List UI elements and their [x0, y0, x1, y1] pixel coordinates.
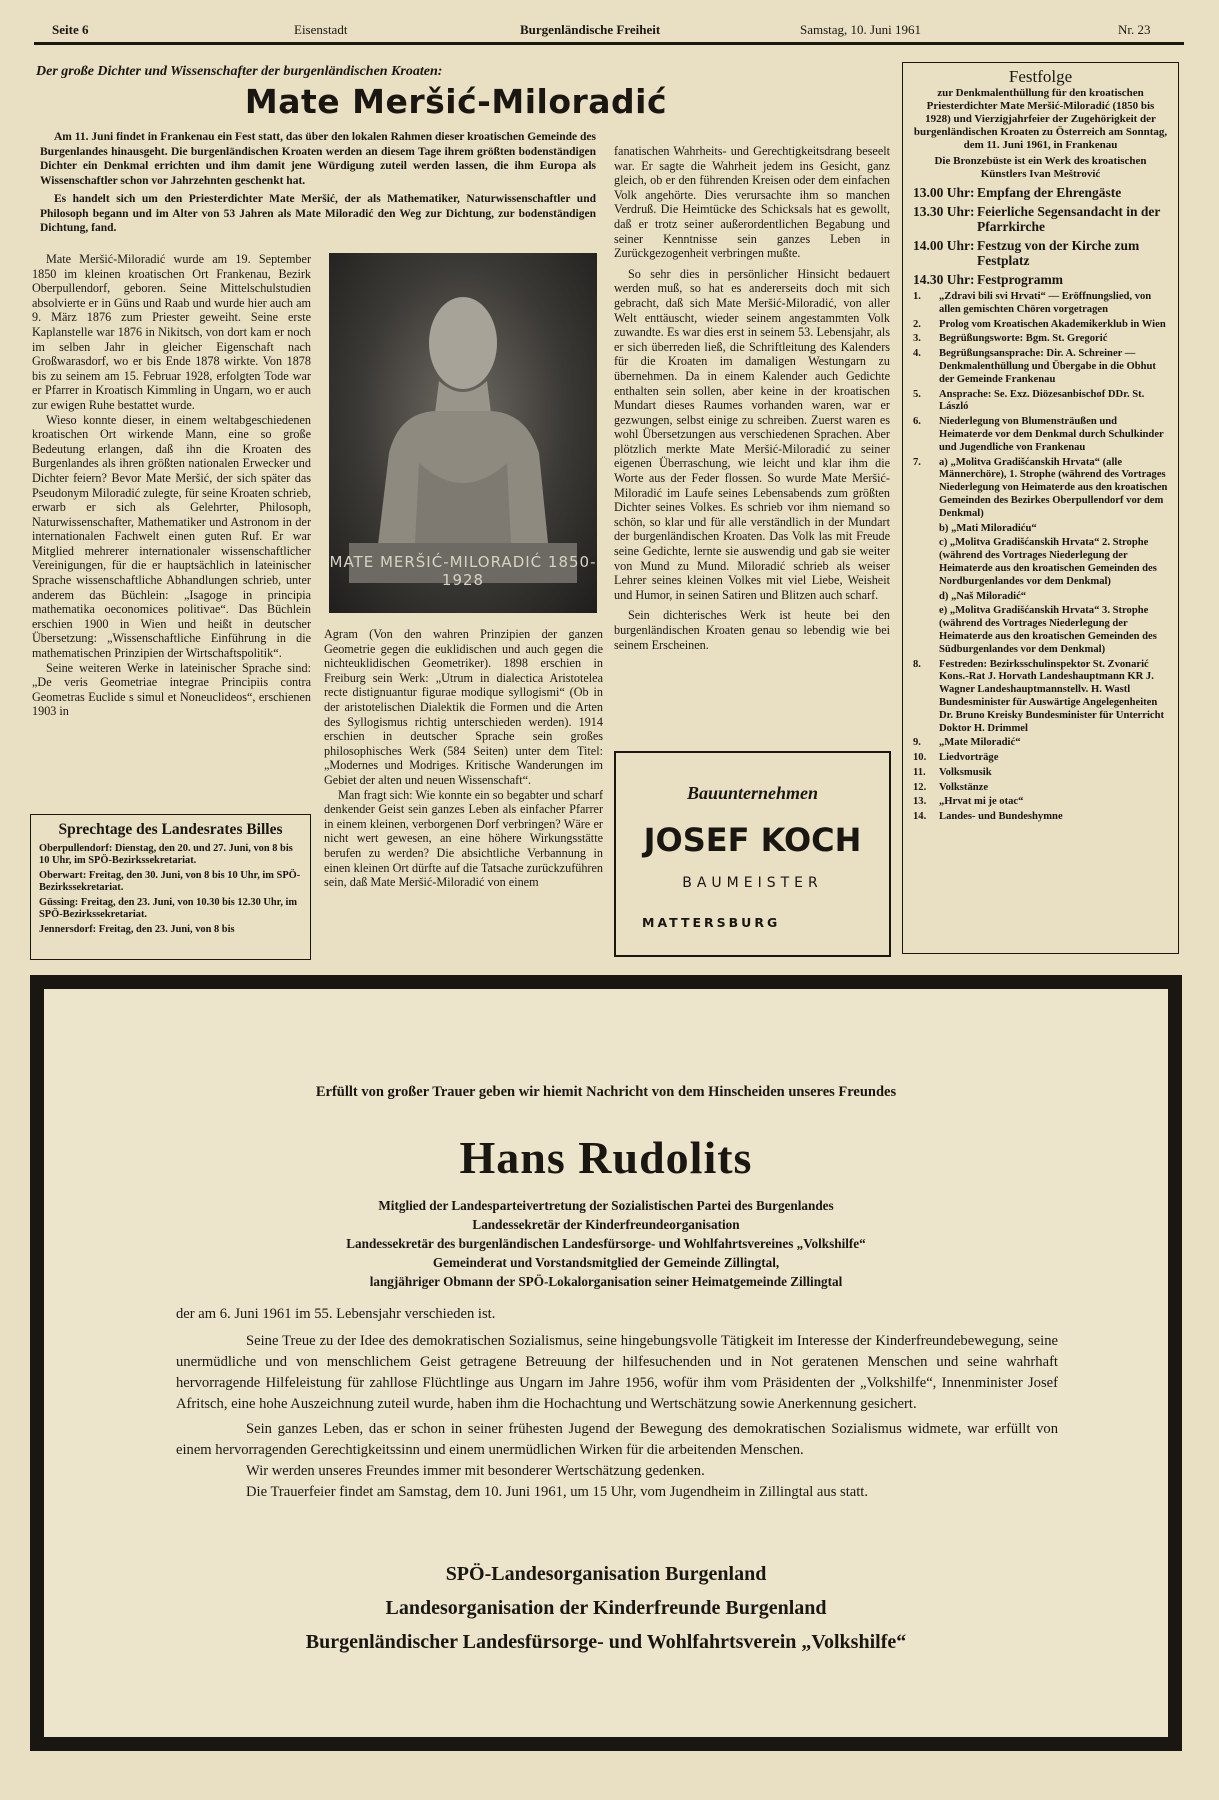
program-text: „Mate Miloradić“: [939, 737, 1021, 749]
obituary-body: [176, 1304, 1058, 1503]
program-text: a) „Molitva Gradišćanskih Hrvata“ (alle Männerchöre), 1. Strophe (während des Vortrages Niederlegung von Heimaterde aus den kroatischen Gemeinden des Bezirkes Oberpullendorf vor dem Denkmal): [939, 456, 1168, 519]
obituary-notice: [30, 975, 1182, 1751]
schedule-row: [913, 204, 1168, 235]
col2-paragraph: Man fragt sich: Wie konnte ein so begabter und scharf denkender Geist sein ganzes Leben als einfacher Pfarrer in einem kleinen, verborgenen Dorf verbringen? Wäre er nicht wert gewesen, an eine höhere Wirkungsstätte berufen zu werden? Die absichtliche Verbannung in einen kleinen Ort dürfte auf die Tatsache zurückzuführen sein, daß Mate Meršić-Miloradić von einem: [324, 787, 603, 890]
role-line: Landessekretär der Kinderfreundeorganisation: [472, 1217, 740, 1232]
role-line: Gemeinderat und Vorstandsmitglied der Gemeinde Zillingtal,: [432, 1255, 780, 1270]
header-rule: [34, 42, 1184, 45]
program-number: [913, 523, 939, 536]
schedule-desc: Festprogramm: [977, 271, 1063, 287]
signatory: Landesorganisation der Kinderfreunde Burgenland: [385, 1597, 827, 1619]
program-item: [913, 457, 1168, 521]
col2-paragraph: Agram (Von den wahren Prinzipien der ganzen Geometrie gegen die euklidischen und auch gegen die nichteuklidischen Geometriker). 1898 erschien in Freiburg sein Werk: „Utrum in dialectica Aristotelea recte distignuantur figurae modique syllogismi“ (Ob in der aristotelischen Dialektik die Formen und die Arten des Syllogismus richtig unterschieden werden). 1914 erschien in deutscher Sprache sein großes philosophisches Werk (584 Seiten) unter dem Titel: „Modernes und Modriges. Kritische Wanderungen im Gebiet der alten und neuen Wissenschaft“.: [324, 627, 603, 787]
obituary-paragraph: Wir werden unseres Freundes immer mit besonderer Wertschätzung gedenken.: [246, 1463, 705, 1479]
program-item: [913, 537, 1168, 588]
obituary-roles: [44, 1196, 1168, 1291]
program-text: Prolog vom Kroatischen Akademikerklub in Wien: [939, 318, 1166, 330]
program-text: c) „Molitva Gradišćanskih Hrvata“ 2. Strophe (während des Vortrages Niederlegung der Heimaterde aus den kroatischen Gemeinden des Nordburgenlandes vor dem Denkmal): [939, 537, 1157, 587]
program-text: Ansprache: Se. Exz. Diözesanbischof DDr. St. László: [939, 388, 1145, 413]
issue-date: Samstag, 10. Juni 1961: [800, 22, 921, 37]
schedule-time: 13.30 Uhr:: [913, 203, 975, 219]
program-text: Landes- und Bundeshymne: [939, 811, 1063, 823]
bust-inscription: MATE MERŠIĆ-MILORADIĆ 1850-1928: [329, 553, 597, 589]
col3-paragraph: Sein dichterisches Werk ist heute bei den burgenländischen Kroaten genau so lebendig wie bei seinem Erscheinen.: [614, 608, 890, 652]
festfolge-note: Die Bronzebüste ist ein Werk des kroatischen Künstlers Ivan Meštrović: [934, 155, 1147, 180]
program-number: 8.: [913, 658, 921, 670]
program-text: e) „Molitva Gradišćanskih Hrvata“ 3. Strophe (während des Vortrages Niederlegung der Heimaterde aus den kroatischen Gemeinden des Südburgenlandes vor dem Denkmal): [939, 605, 1157, 655]
obituary-signatories: [44, 1557, 1168, 1659]
death-statement: der am 6. Juni 1961 im 55. Lebensjahr verschieden ist.: [176, 1306, 496, 1322]
festprogramm-list: [913, 291, 1168, 824]
advertisement-box: [614, 751, 891, 957]
schedule-desc: Empfang der Ehrengäste: [977, 185, 1122, 200]
program-item: [913, 416, 1168, 454]
signatory: Burgenländischer Landesfürsorge- und Wohlfahrtsverein „Volkshilfe“: [305, 1631, 907, 1653]
program-item: [913, 659, 1168, 736]
festfolge-box: [902, 62, 1179, 954]
obituary-paragraph: Seine Treue zu der Idee des demokratischen Sozialismus, seine hingebungsvolle Tätigkeit im Interesse der Kinderfreundebewegung, seine unermüdliche und von menschlichem Geist getragene Betreuung der hilfesuchenden und in Not geratenen Menschen und seine wahrhaft hervorragende Hilfeleistung für zahllose Flüchtlinge aus Ungarn im Jahre 1956, wofür ihm vom Präsidenten der „Volkshilfe“, Innenminister Josef Afritsch, eine hohe Auszeichnung zuteil wurde, haben ihm die Hochachtung und Wertschätzung sowie Anerkennung gesichert.: [176, 1333, 1058, 1412]
program-text: Begrüßungsworte: Bgm. St. Gregorić: [939, 333, 1108, 345]
program-item: [913, 782, 1168, 795]
col3-paragraph: fanatischen Wahrheits- und Gerechtigkeitsdrang beseelt war. Er sagte die Wahrheit jedem ins Gesicht, ganz gleich, ob er den führenden Kreisen oder dem einfachen Volk angehörte. Dies verursachte ihm so manchen Verdruß. Die Heimtücke des Schicksals hat es gewollt, daß er trotz seiner außerordentlichen Begabung und seiner Kenntnisse sein ganzes Leben in Zurückgezogenheit verbringen mußte.: [614, 144, 890, 261]
program-text: „Zdravi bili svi Hrvati“ — Eröffnungslied, von allen gemischten Chören vorgetragen: [939, 291, 1152, 315]
program-number: [913, 591, 939, 604]
program-item: [913, 291, 1168, 317]
ad-company-name: JOSEF KOCH: [643, 821, 862, 859]
schedule-time: 13.00 Uhr:: [913, 185, 975, 200]
program-number: [913, 605, 939, 656]
program-number: 11.: [913, 766, 926, 778]
obituary-intro: Erfüllt von großer Trauer geben wir hiemit Nachricht von dem Hinscheiden unseres Freundes: [315, 1084, 897, 1100]
signatory: SPÖ-Landesorganisation Burgenland: [445, 1563, 767, 1585]
program-item: [913, 389, 1168, 415]
role-line: Mitglied der Landesparteivertretung der Sozialistischen Partei des Burgenlandes: [378, 1198, 834, 1213]
ad-script-line: Bauunternehmen: [686, 783, 819, 803]
lead-paragraph-2: Es handelt sich um den Priesterdichter Mate Meršić, der als Mathematiker, Naturwissenschaftler und Philosoph begann und im Alter von 53 Jahren als Mate Miloradić den Weg zur Dichtung, zur bodenständigen Dichtung, fand.: [40, 193, 596, 234]
program-item: [913, 605, 1168, 656]
place: Eisenstadt: [294, 22, 348, 37]
program-number: 6.: [913, 416, 921, 428]
program-text: d) „Naš Miloradić“: [939, 590, 1027, 602]
deceased-name: Hans Rudolits: [459, 1132, 753, 1183]
article-headline: Mate Meršić-Miloradić: [244, 82, 668, 121]
obituary-paragraph: Sein ganzes Leben, das er schon in seiner frühesten Jugend der Bewegung des demokratischen Sozialismus widmete, war erfüllt von einem hervorragenden Gerechtigkeitssinn und einem unermüdlichen Wirken für die arbeitenden Menschen.: [176, 1421, 1058, 1458]
role-line: langjähriger Obmann der SPÖ-Lokalorganisation seiner Heimatgemeinde Zillingtal: [369, 1274, 843, 1289]
program-item: [913, 333, 1168, 346]
program-text: „Hrvat mi je otac“: [939, 796, 1024, 808]
article-column-1: [32, 252, 311, 808]
program-text: Begrüßungsansprache: Dir. A. Schreiner — Denkmalenthüllung und Übergabe in die Obhut der Gemeinde Frankenau: [939, 348, 1156, 385]
article-column-3: [614, 144, 890, 740]
program-number: 10.: [913, 752, 927, 764]
schedule-time: 14.00 Uhr:: [913, 237, 975, 253]
sprechtage-title: Sprechtage des Landesrates Billes: [58, 821, 283, 838]
program-number: 12.: [913, 781, 927, 793]
program-item: [913, 796, 1168, 809]
schedule-time: 14.30 Uhr:: [913, 271, 975, 287]
sprechtage-list: [31, 843, 310, 936]
program-number: 13.: [913, 796, 927, 808]
festfolge-title: Festfolge: [1008, 67, 1073, 86]
program-text: b) „Mati Miloradiću“: [939, 522, 1037, 534]
schedule-desc: Feierliche Segensandacht in der Pfarrkirche: [977, 203, 1161, 234]
sprechtage-line: Jennersdorf: Freitag, den 23. Juni, von 8 bis: [39, 924, 235, 935]
sprechtage-box: [30, 814, 311, 960]
program-text: Volkstänze: [939, 781, 989, 793]
program-number: 7.: [913, 456, 921, 468]
obituary-paragraph: Die Trauerfeier findet am Samstag, dem 10. Juni 1961, um 15 Uhr, vom Jugendheim in Zillingtal aus statt.: [246, 1484, 868, 1500]
program-text: Niederlegung von Blumensträußen und Heimaterde vor dem Denkmal durch Schulkinder und Jugendliche von Frankenau: [939, 416, 1164, 453]
sprechtage-line: Oberpullendorf: Dienstag, den 20. und 27. Juni, von 8 bis 10 Uhr, im SPÖ-Bezirkssekretariat.: [39, 843, 293, 866]
schedule-desc: Festzug von der Kirche zum Festplatz: [977, 237, 1140, 268]
program-number: 3.: [913, 333, 921, 345]
page-number: Seite 6: [52, 22, 89, 37]
program-item: [913, 523, 1168, 536]
schedule-row: [913, 272, 1168, 288]
program-item: [913, 591, 1168, 604]
program-number: 4.: [913, 348, 921, 360]
sprechtage-line: Güssing: Freitag, den 23. Juni, von 10.30 bis 12.30 Uhr, im SPÖ-Bezirkssekretariat.: [39, 897, 298, 920]
program-item: [913, 737, 1168, 750]
festfolge-schedule: [913, 185, 1168, 287]
program-number: [913, 537, 939, 588]
role-line: Landessekretär des burgenländischen Landesfürsorge- und Wohlfahrtsvereines „Volkshilfe“: [346, 1236, 866, 1251]
lead-paragraph-1: Am 11. Juni findet in Frankenau ein Fest statt, das über den lokalen Rahmen dieser kroatischen Gemeinde des Burgenlandes hinausgeht. Die burgenländischen Kroaten werden an diesem Tage ihrem größten bodenständigen Dichter ein Denkmal errichten und ihm damit jene Würdigung zuteil werden lassen, die ihm Europa als Wissenschaftler schon vor Jahrzehnten geschenkt hat.: [40, 131, 596, 187]
ad-profession: BAUMEISTER: [682, 875, 823, 891]
col3-paragraph: So sehr dies in persönlicher Hinsicht bedauert werden muß, so hat es andererseits doch mit sich gebracht, daß sich Mate Meršić-Miloradić, von aller Welt enttäuscht, wieder seinem angestammten Volk zuwandte. Es war dies erst in seinem 53. Lebensjahr, als er sich überreden ließ, die Schriftleitung des Kalenders für die Kroaten im damaligen Westungarn zu übernehmen. Da in einem Kalender auch Gedichte enthalten sein sollen, aber keine in der kroatischen Mundart dieses Raumes vorhanden waren, war er gezwungen, selbst einige zu schreiben. Zuerst waren es wohl Übersetzungen aus verschiedenen Sprachen. Aber plötzlich merkte Mate Meršić-Miloradić zu seiner eigenen Überraschung, wie leicht und klar ihm die Worte aus der Feder flossen. So wurde Mate Meršić-Miloradić im Laufe seines Lebensabends zum größten Dichter seines Volkes. Es schrieb vor ihm niemand so schön, so klar und für alle verständlich in der Mundart der burgenländischen Kroaten. Das Volk las mit Freude seine Gedichte, lernte sie auswendig und gab sie weiter von Mund zu Mund. Miloradić schrieb als weiser Lehrer seines kleinen Volkes mit viel Liebe, Weisheit und Humor, in seinen Satiren und Blitzen auch scharf.: [614, 266, 890, 602]
schedule-row: [913, 185, 1168, 201]
program-text: Festreden: Bezirksschulinspektor St. Zvonarić Kons.-Rat J. Horvath Landeshauptmann KR J. Wagner Landeshauptmannstellv. H. Wastl Bundesminister für Auswärtige Angelegenheiten Dr. Bruno Kreisky Bundesminister für Unterricht Doktor H. Drimmel: [939, 658, 1165, 734]
sprechtage-line: Oberwart: Freitag, den 30. Juni, von 8 bis 10 Uhr, im SPÖ-Bezirkssekretariat.: [39, 870, 301, 893]
article-kicker: Der große Dichter und Wissenschafter der burgenländischen Kroaten:: [36, 64, 443, 79]
program-item: [913, 767, 1168, 780]
article-lead: [40, 130, 596, 236]
program-item: [913, 319, 1168, 332]
newspaper-name: Burgenländische Freiheit: [520, 22, 661, 37]
ad-town: MATTERSBURG: [642, 915, 781, 930]
schedule-row: [913, 238, 1168, 269]
program-number: 14.: [913, 811, 927, 823]
col1-paragraph: Seine weiteren Werke in lateinischer Sprache sind: „De veris Geometriae integrae Principiis contra Geometras Euclide s simul et Noneuclideos“, erschienen 1903 in: [32, 660, 311, 719]
article-column-2: [324, 627, 603, 963]
program-number: 5.: [913, 388, 921, 400]
issue-number: Nr. 23: [1118, 22, 1151, 37]
program-number: 1.: [913, 291, 921, 302]
program-item: [913, 348, 1168, 386]
col1-paragraph: Mate Meršić-Miloradić wurde am 19. September 1850 im kleinen kroatischen Ort Frankenau, Bezirk Oberpullendorf, geboren. Seine Mittelschulstudien absolvierte er in Güns und Raab und wurde hier auch am 9. März 1876 zum Priester geweiht. Seine erste Kaplanstelle war 1876 in Nikitsch, von dort kam er noch im selben Jahr in gleicher Eigenschaft nach Großwarasdorf, wo er bis Ende 1878 wirkte. Von 1878 bis zu seinem am 15. Februar 1928, erfolgten Tode war er Pfarrer in Kroatisch Kimmling in Ungarn, wo er auch zur ewigen Ruhe bestattet wurde.: [32, 252, 311, 412]
program-number: 9.: [913, 737, 921, 749]
col1-paragraph: Wieso konnte dieser, in einem weltabgeschiedenen kroatischen Ort wirkende Mann, eine so große Bedeutung erlangen, daß ihn die Kroaten des Burgenlandes als ihren größten nationalen Erwecker und Dichter feiern? Bevor Mate Meršić, der sich später das Pseudonym Miloradić zulegte, für seine Kroaten schrieb, erwarb er sich als Gelehrter, Philosoph, Naturwissenschafter, Mathematiker und Astronom in der internationalen Fachwelt einen guten Ruf. Er war Mitglied mehrerer internationaler wissenschaftlicher Vereinigungen, für die er hauptsächlich in lateinischer Sprache wissenschaftliche Abhandlungen schrieb, unter anderem das Büchlein: „Isagoge in principia mathematika oeconomices politivae“. Das Büchlein erschien 1900 in Wien und heißt in deutscher Übersetzung: „Wissenschaftliche Einführung in die mathematischen Prinzipien der Wirtschaftspolitik“.: [32, 412, 311, 661]
program-text: Volksmusik: [939, 766, 992, 778]
program-item: [913, 752, 1168, 765]
festfolge-subtitle: zur Denkmalenthüllung für den kroatischen Priesterdichter Mate Meršić-Miloradić (1850 bis 1928) und Vierzigjahrfeier der Zugehörigkeit der burgenländischen Kroaten zu Österreich am Sonntag, dem 11. Juni 1961, in Frankenau: [913, 87, 1168, 151]
program-number: 2.: [913, 318, 921, 330]
program-item: [913, 811, 1168, 824]
bust-photo: [329, 253, 597, 613]
program-text: Liedvorträge: [939, 752, 999, 764]
